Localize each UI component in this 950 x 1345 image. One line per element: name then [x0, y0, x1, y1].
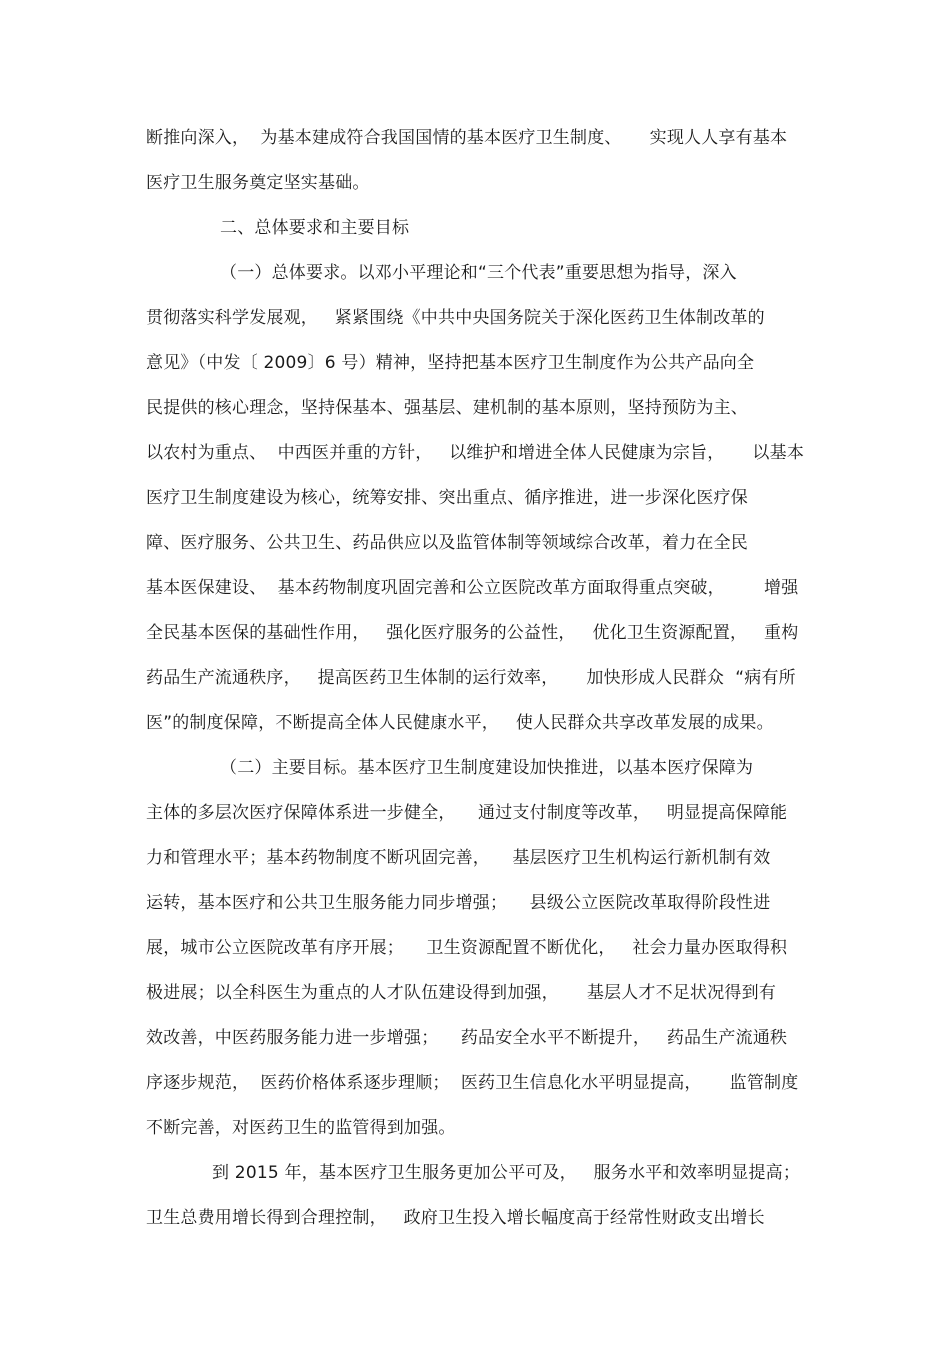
text-line: 贯彻落实科学发展观， 紧紧围绕《中共中央国务院关于深化医药卫生体制改革的	[146, 308, 765, 328]
text-line: 医疗卫生服务奠定坚实基础。	[146, 173, 370, 193]
text-line: 极进展；以全科医生为重点的人才队伍建设得到加强， 基层人才不足状况得到有	[146, 983, 777, 1003]
text-line: 不断完善，对医药卫生的监管得到加强。	[146, 1118, 456, 1138]
text-line: 卫生总费用增长得到合理控制， 政府卫生投入增长幅度高于经常性财政支出增长	[146, 1208, 765, 1228]
text-line: 力和管理水平；基本药物制度不断巩固完善， 基层医疗卫生机构运行新机制有效	[146, 848, 771, 868]
text-line: 主体的多层次医疗保障体系进一步健全， 通过支付制度等改革， 明显提高保障能	[146, 803, 788, 823]
text-line: 以农村为重点、 中西医并重的方针， 以维护和增进全体人民健康为宗旨， 以基本	[146, 443, 805, 463]
text-line: 基本医保建设、 基本药物制度巩固完善和公立医院改革方面取得重点突破， 增强	[146, 578, 799, 598]
text-line: 障、医疗服务、公共卫生、药品供应以及监管体制等领域综合改革，着力在全民	[146, 533, 748, 553]
text-line: （二）主要目标。基本医疗卫生制度建设加快推进，以基本医疗保障为	[220, 758, 754, 778]
text-line: 效改善，中医药服务能力进一步增强； 药品安全水平不断提升， 药品生产流通秩	[146, 1028, 788, 1048]
section-heading: 二、总体要求和主要目标	[220, 218, 410, 238]
text-line: 医”的制度保障，不断提高全体人民健康水平， 使人民群众共享改革发展的成果。	[146, 713, 774, 733]
text-line: 序逐步规范， 医药价格体系逐步理顺； 医药卫生信息化水平明显提高， 监管制度	[146, 1073, 799, 1093]
text-line: 民提供的核心理念，坚持保基本、强基层、建机制的基本原则，坚持预防为主、	[146, 398, 748, 418]
text-line: 展，城市公立医院改革有序开展； 卫生资源配置不断优化， 社会力量办医取得积	[146, 938, 788, 958]
text-line: （一）总体要求。以邓小平理论和“三个代表”重要思想为指导，深入	[220, 263, 737, 283]
text-line: 断推向深入， 为基本建成符合我国国情的基本医疗卫生制度、 实现人人享有基本	[146, 128, 788, 148]
text-line: 运转，基本医疗和公共卫生服务能力同步增强； 县级公立医院改革取得阶段性进	[146, 893, 771, 913]
text-line: 意见》（中发〔 2009〕6 号）精神，坚持把基本医疗卫生制度作为公共产品向全	[146, 353, 755, 373]
text-line: 药品生产流通秩序， 提高医药卫生体制的运行效率， 加快形成人民群众 “病有所	[146, 668, 796, 688]
text-line: 到 2015 年，基本医疗卫生服务更加公平可及， 服务水平和效率明显提高；	[212, 1163, 801, 1183]
text-line: 全民基本医保的基础性作用， 强化医疗服务的公益性， 优化卫生资源配置， 重构	[146, 623, 799, 643]
text-line: 医疗卫生制度建设为核心，统筹安排、突出重点、循序推进，进一步深化医疗保	[146, 488, 748, 508]
